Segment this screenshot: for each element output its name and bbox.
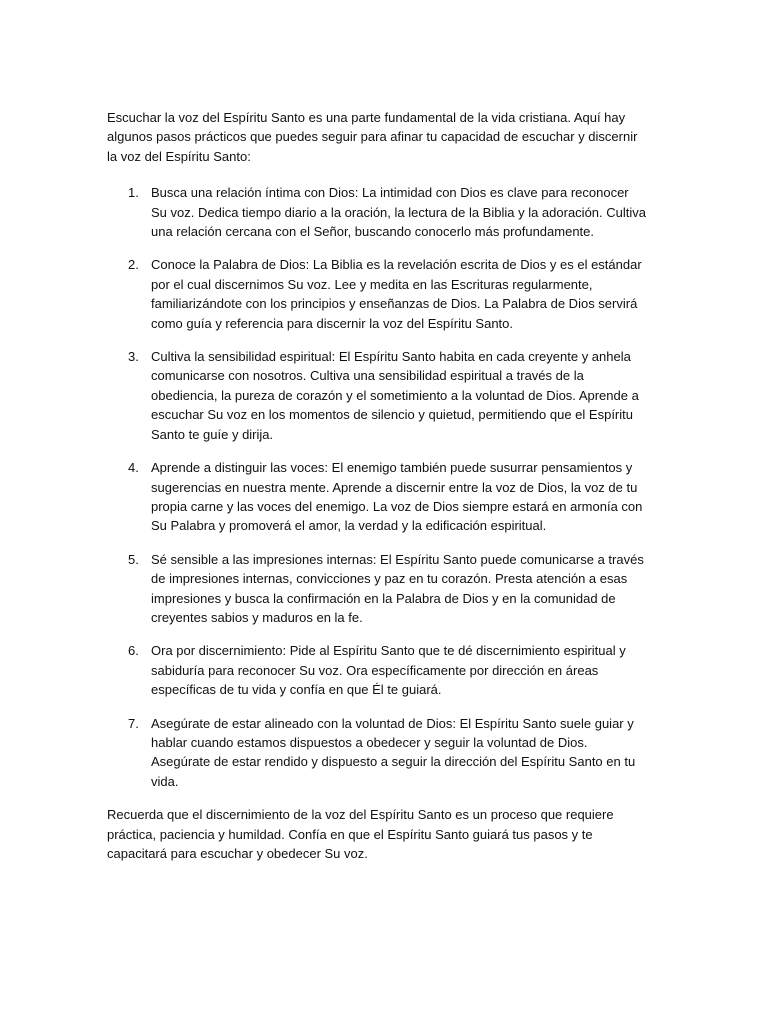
list-item-text: Sé sensible a las impresiones internas: El Espíritu Santo puede comunicarse a través de impresiones internas, convicciones y paz en tu corazón. Presta atención a esas impresiones y busca la confirmación en la Palabra de Dios y en la comunidad de creyentes sabios y maduros en la fe. [151, 551, 644, 625]
intro-paragraph: Escuchar la voz del Espíritu Santo es una parte fundamental de la vida cristiana. Aquí hay algunos pasos prácticos que puedes seguir para afinar tu capacidad de escuchar y discernir la voz del Espíritu Santo: [107, 110, 638, 164]
list-item [107, 714, 647, 792]
list-item-number: 1. [128, 185, 139, 201]
list-item-text: Aprende a distinguir las voces: El enemigo también puede susurrar pensamientos y sugerencias en nuestra mente. Aprende a discernir entre la voz de Dios, la voz de tu propia carne y las voces del enemigo. La voz de Dios siempre estará en armonía con Su Palabra y promoverá el amor, la verdad y la edificación espiritual. [151, 460, 643, 534]
list-item [107, 255, 647, 333]
list-item-number: 2. [128, 257, 139, 273]
steps-list [107, 183, 647, 791]
list-item [107, 641, 647, 699]
list-item-number: 7. [128, 715, 139, 731]
list-item-number: 3. [128, 349, 139, 365]
list-item [107, 458, 647, 536]
list-item [107, 550, 647, 628]
list-item [107, 347, 647, 444]
list-item-text: Busca una relación íntima con Dios: La intimidad con Dios es clave para reconocer Su voz. Dedica tiempo diario a la oración, la lectura de la Biblia y la adoración. Cultiva una relación cercana con el Señor, buscando conocerlo más profundamente. [151, 185, 646, 240]
list-item-text: Conoce la Palabra de Dios: La Biblia es la revelación escrita de Dios y es el estándar por el cual discernimos Su voz. Lee y medita en las Escrituras regularmente, familiarizándote con los principios y enseñanzas de Dios. La Palabra de Dios servirá como guía y referencia para discernir la voz del Espíritu Santo. [151, 257, 642, 331]
list-item-text: Asegúrate de estar alineado con la voluntad de Dios: El Espíritu Santo suele guiar y hablar cuando estamos dispuestos a obedecer y seguir la voluntad de Dios. Asegúrate de estar rendido y dispuesto a seguir la dirección del Espíritu Santo en tu vida. [151, 715, 636, 789]
list-item-number: 4. [128, 460, 139, 476]
list-item-number: 6. [128, 643, 139, 659]
list-item-text: Cultiva la sensibilidad espiritual: El Espíritu Santo habita en cada creyente y anhela comunicarse con nosotros. Cultiva una sensibilidad espiritual a través de la obediencia, la pureza de corazón y el sometimiento a la voluntad de Dios. Aprende a escuchar Su voz en los momentos de silencio y quietud, permitiendo que el Espíritu Santo te guíe y dirija. [151, 349, 639, 442]
list-item-number: 5. [128, 551, 139, 567]
document-page [107, 108, 647, 863]
list-item [107, 183, 647, 241]
closing-paragraph: Recuerda que el discernimiento de la voz del Espíritu Santo es un proceso que requiere práctica, paciencia y humildad. Confía en que el Espíritu Santo guiará tus pasos y te capacitará para escuchar y obedecer Su voz. [107, 807, 614, 861]
list-item-text: Ora por discernimiento: Pide al Espíritu Santo que te dé discernimiento espiritual y sabiduría para reconocer Su voz. Ora específicamente por dirección en áreas específicas de tu vida y confía en que Él te guiará. [151, 643, 626, 698]
